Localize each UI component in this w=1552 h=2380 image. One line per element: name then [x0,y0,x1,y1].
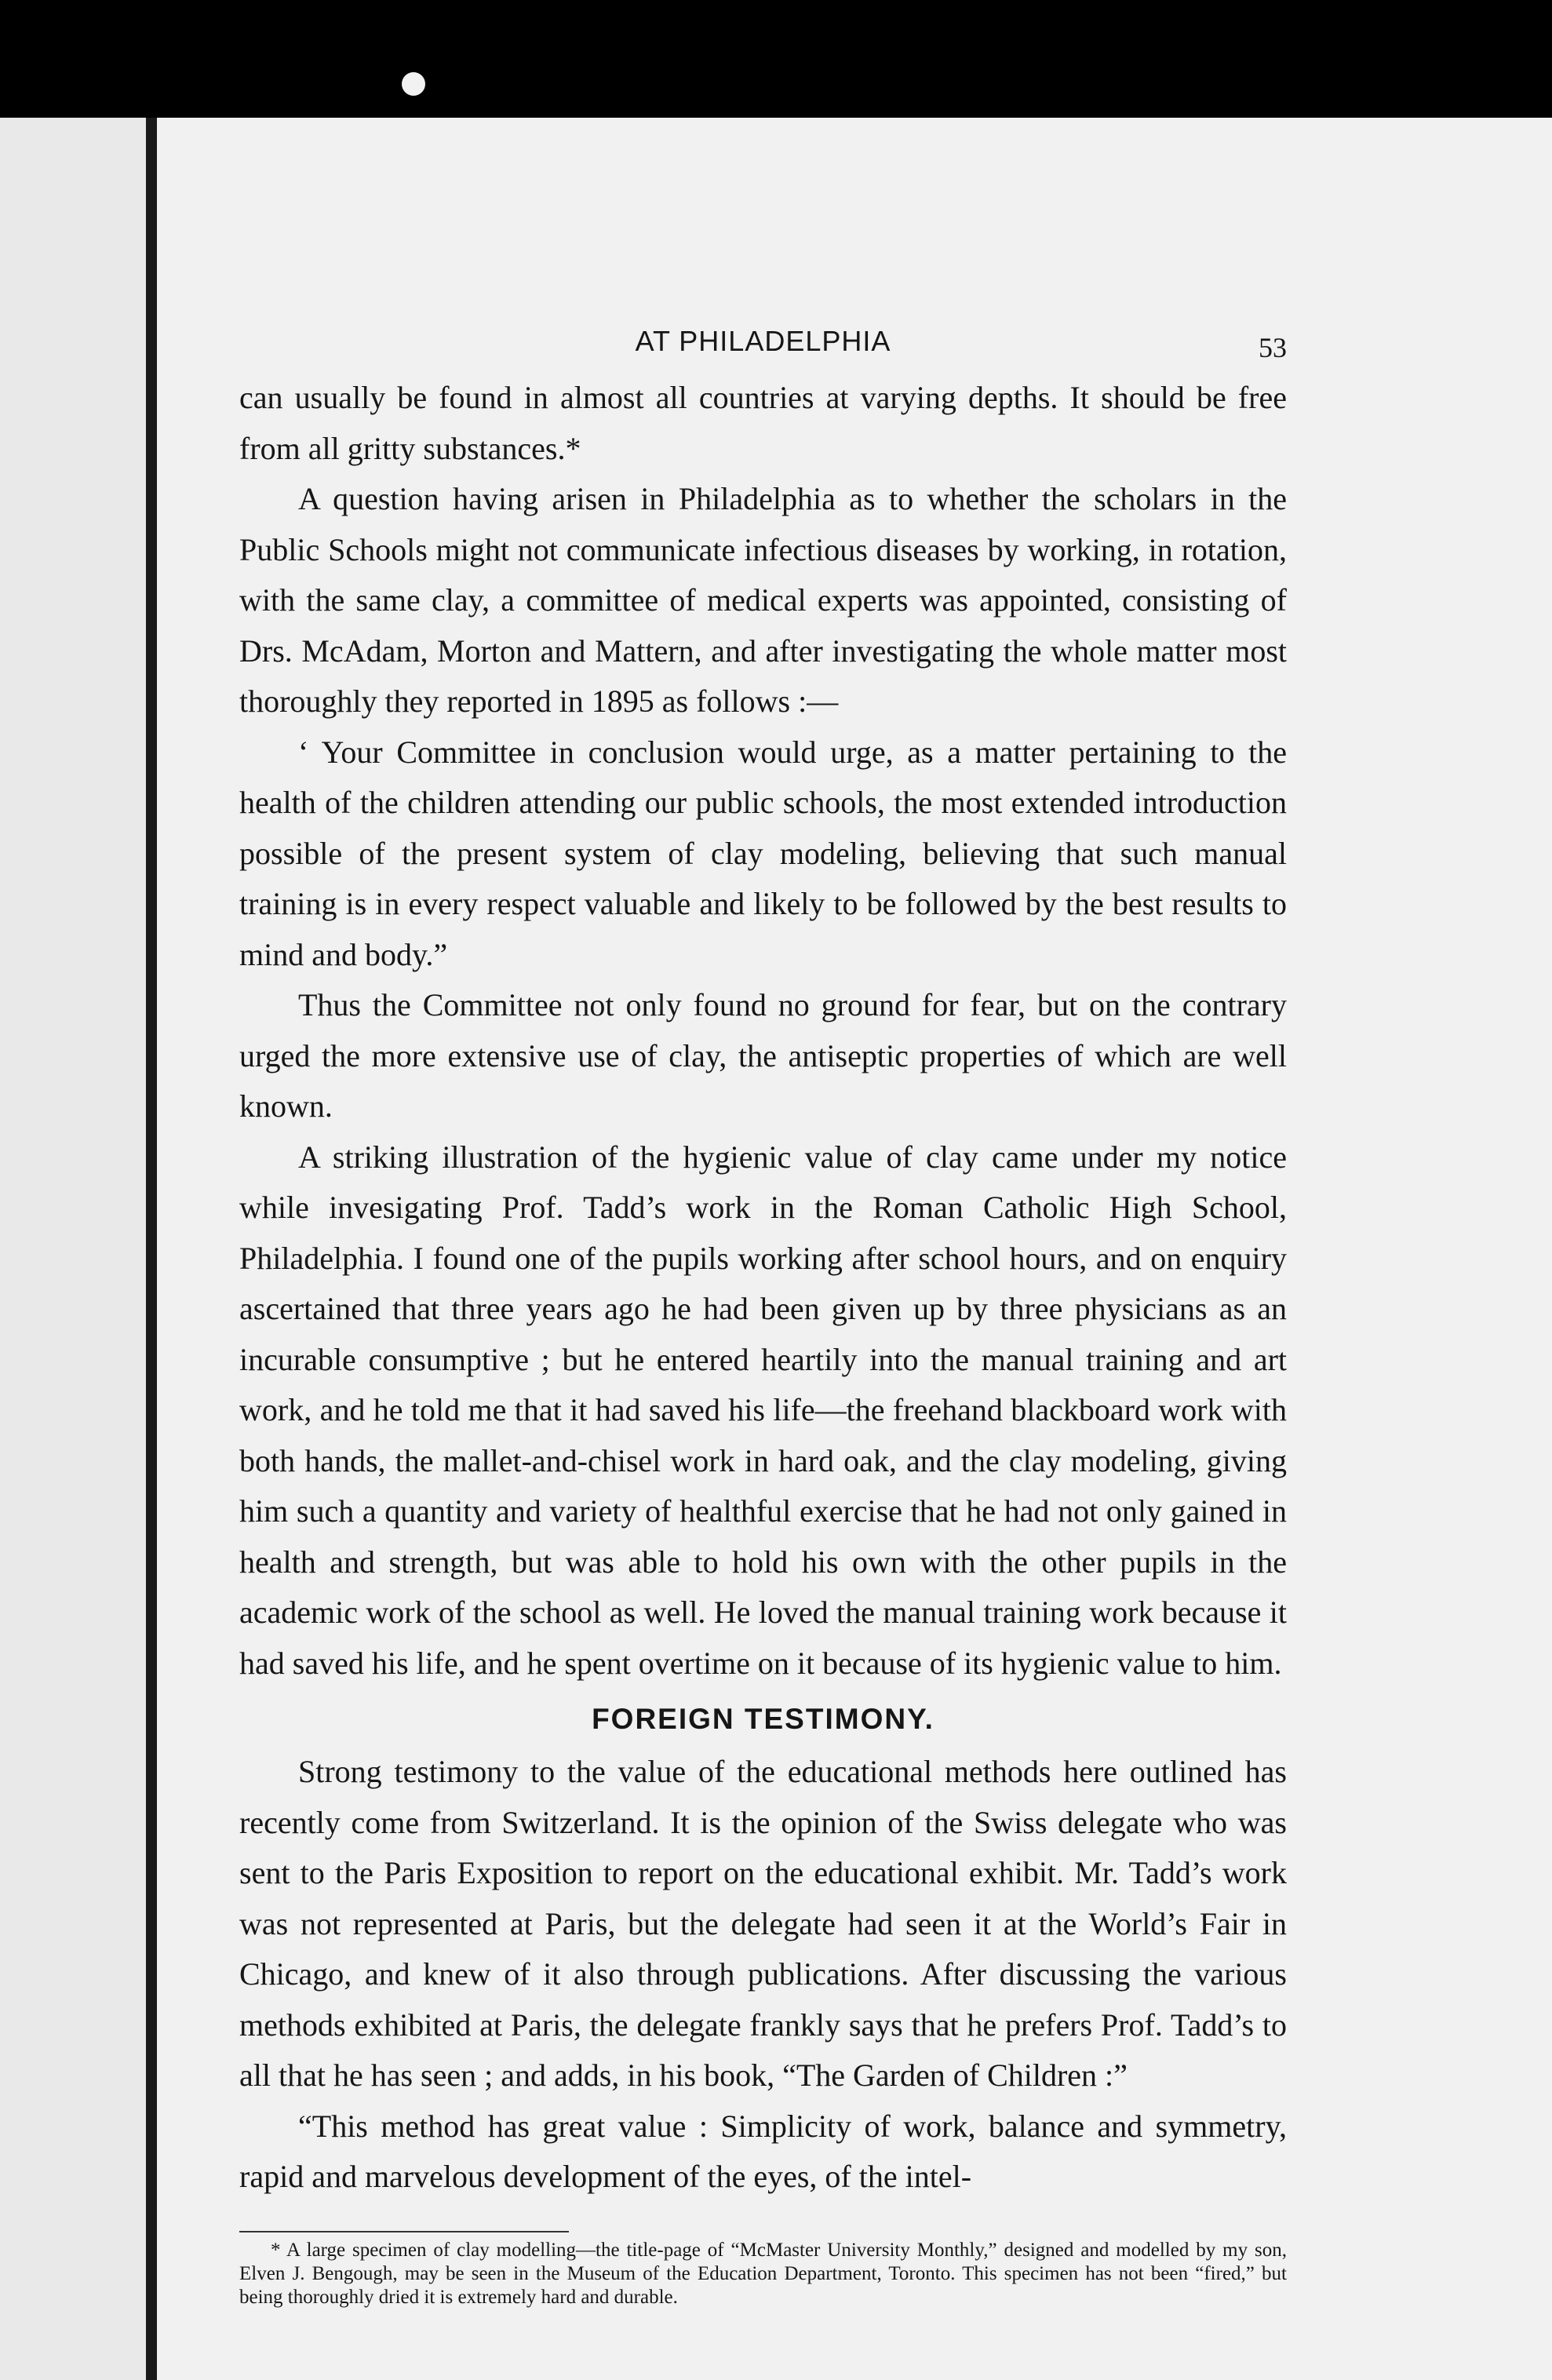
paragraph-continued: can usually be found in almost all countries at varying depths. It should be free from all gritty substances.* [239,380,1287,466]
section-heading: FOREIGN TESTIMONY. [592,1703,934,1735]
footnote: * A large specimen of clay modelling—the title-page of “McMaster University Monthly,” designed and modelled by my son, Elven J. Bengough, may be seen in the Museum of the Education Department, Toronto. This specimen has not been “fired,” but being thoroughly dried it is extremely hard and durable. [239,2239,1287,2308]
running-head [239,318,1287,365]
book-page [157,118,1552,2380]
paragraph-committee-conclusion: Thus the Committee not only found no ground for fear, but on the contrary urged the more extensive use of clay, the antiseptic properties of which are well known. [239,987,1287,1124]
paragraph-method-value: “This method has great value : Simplicity of work, balance and symmetry, rapid and marvelous development of the eyes, of the intel- [239,2108,1287,2194]
paragraph-hygienic-illustration: A striking illustration of the hygienic value of clay came under my notice while invesigating Prof. Tadd’s work in the Roman Catholic High School, Philadelphia. I found one of the pupils working after school hours, and on enquiry ascertained that three years ago he had been given up by three physicians as an incurable consumptive ; but he entered heartily into the manual training and art work, and he told me that it had saved his life—the freehand blackboard work with both hands, the mallet-and-chisel work in hard oak, and the clay modeling, giving him such a quantity and variety of healthful exercise that he had not only gained in health and strength, but was able to hold his own with the other pupils in the academic work of the school as well. He loved the manual training work because it had saved his life, and he spent overtime on it because of its hygienic value to him. [239,1139,1287,1681]
left-page-edge [0,118,149,2380]
paragraph-committee: A question having arisen in Philadelphia as to whether the scholars in the Public Schools might not communicate infectious diseases by working, in rotation, with the same clay, a committee of medical experts was appointed, consisting of Drs. McAdam, Morton and Mattern, and after investigating the whole matter most thoroughly they reported in 1895 as follows :— [239,481,1287,719]
footnote-rule [239,2231,569,2232]
page-mark [402,72,425,96]
page-number: 53 [1259,332,1287,363]
page-gutter [146,118,157,2380]
page-content [239,318,1287,2309]
running-title: AT PHILADELPHIA [635,325,891,357]
paragraph-swiss-testimony: Strong testimony to the value of the educational methods here outlined has recently come from Switzerland. It is the opinion of the Swiss delegate who was sent to the Paris Exposition to report on the educational exhibit. Mr. Tadd’s work was not represented at Paris, but the delegate had seen it at the World’s Fair in Chicago, and knew of it also through publications. After discussing the various methods exhibited at Paris, the delegate frankly says that he prefers Prof. Tadd’s to all that he has seen ; and adds, in his book, “The Garden of Children :” [239,1754,1287,2093]
paragraph-committee-quote: ‘ Your Committee in conclusion would urge, as a matter pertaining to the health of the children attending our public schools, the most extended introduction possible of the present system of clay modeling, believing that such manual training is in every respect valuable and likely to be followed by the best results to mind and body.” [239,734,1287,972]
